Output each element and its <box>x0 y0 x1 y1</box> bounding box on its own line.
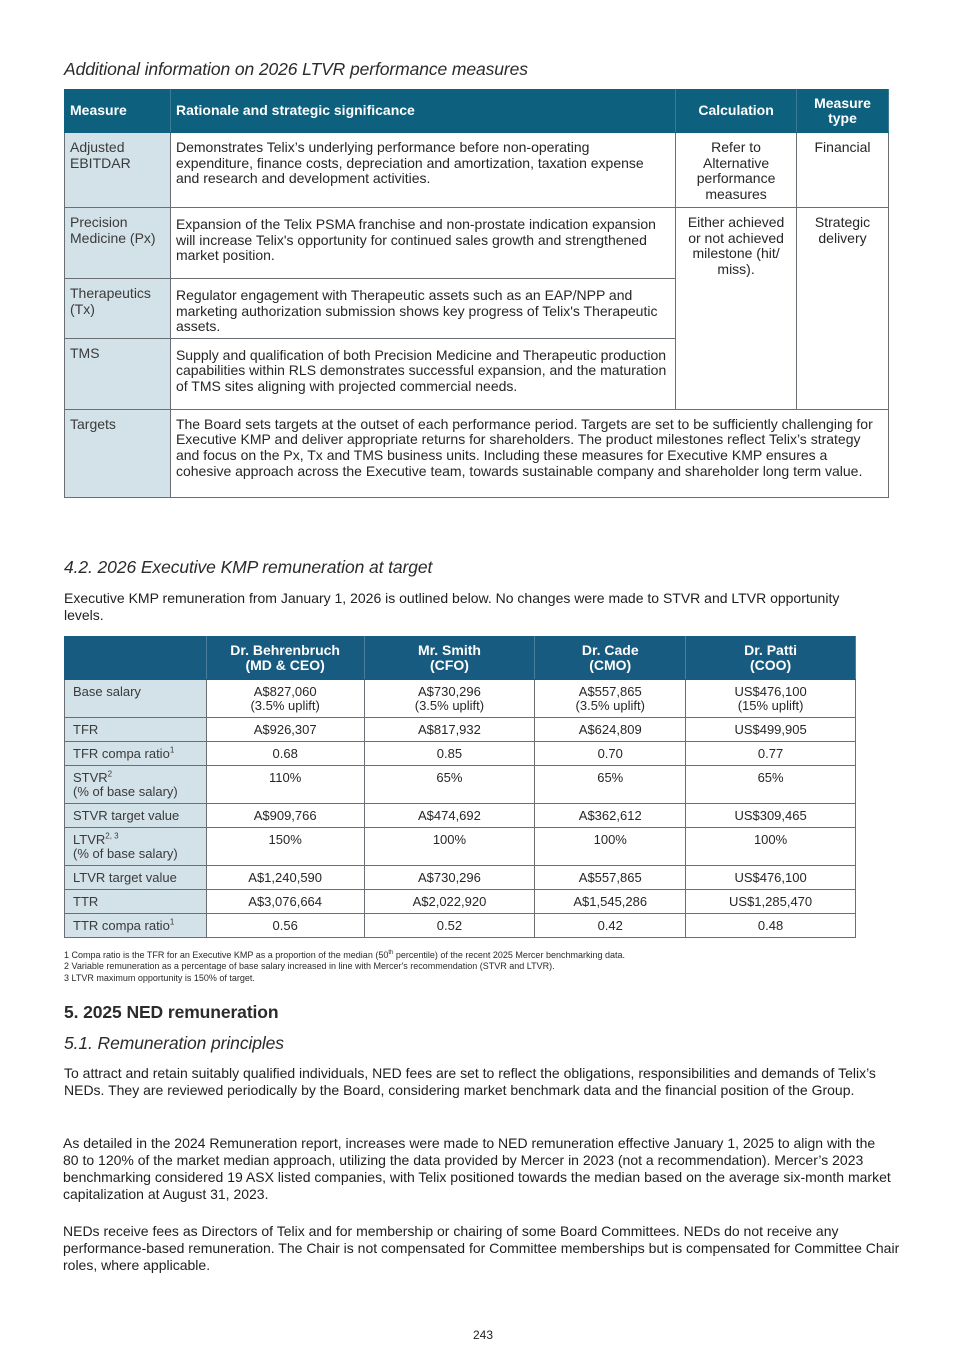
row-label-text: TTR compa ratio <box>73 918 170 933</box>
table-row <box>65 828 856 866</box>
executive-name: Mr. Smith <box>417 641 481 658</box>
value-text: US$476,100 <box>734 684 807 699</box>
footnote-ref: 2, 3 <box>105 831 119 841</box>
table-row <box>65 718 856 742</box>
executive-role: (CMO) <box>589 657 632 673</box>
row-label <box>65 804 207 828</box>
value-cell: A$624,809 <box>535 718 686 742</box>
table-row <box>65 804 856 828</box>
measure-type-cell: Strategic delivery <box>797 208 889 410</box>
kmp-table-header-row <box>65 637 856 680</box>
executive-role: (CFO) <box>430 657 469 673</box>
value-cell: US$499,905 <box>686 718 856 742</box>
footnote-ref: 1 <box>169 745 175 755</box>
table-row <box>65 680 856 718</box>
footnote-2 <box>64 961 625 972</box>
value-cell: 100% <box>535 828 686 866</box>
header-blank <box>65 637 207 680</box>
value-cell: A$926,307 <box>206 718 364 742</box>
calculation-cell: Refer to Alternative performance measures <box>676 133 797 208</box>
measure-cell: TMS <box>65 338 171 409</box>
ned-paragraph-3: NEDs receive fees as Directors of Telix and for membership or chairing of some Board Committees. NEDs do not receive any performance-based remuneration. The Chair is not compensated for Committee memberships but is compensated for Committee Chair roles, where applicable. <box>63 1223 900 1273</box>
value-cell: US$309,465 <box>686 804 856 828</box>
value-cell: A$2,022,920 <box>364 890 535 914</box>
value-cell: 100% <box>686 828 856 866</box>
footnote-text: 3 LTVR maximum opportunity is 150% of target. <box>64 972 255 983</box>
row-label <box>65 766 207 804</box>
header-executive <box>364 637 535 680</box>
row-label-subtext: (% of base salary) <box>73 784 178 799</box>
value-note: (15% uplift) <box>737 698 804 713</box>
footnote-ref: 1 <box>169 917 175 927</box>
ned-subheading: 5.1. Remuneration principles <box>64 1033 284 1053</box>
value-cell: 100% <box>364 828 535 866</box>
executive-role: (COO) <box>749 657 792 673</box>
row-label-text: LTVR target value <box>73 870 177 885</box>
table-row <box>65 866 856 890</box>
row-label <box>65 828 207 866</box>
row-label <box>65 914 207 938</box>
kmp-remuneration-table <box>64 636 856 938</box>
measure-cell: Adjusted EBITDAR <box>65 133 171 208</box>
footnote-1 <box>64 950 625 961</box>
table-row <box>65 208 889 279</box>
executive-role: (MD & CEO) <box>245 657 325 673</box>
footnote-text: percentile) of the recent 2025 Mercer benchmarking data. <box>393 950 625 960</box>
value-cell: 0.52 <box>364 914 535 938</box>
header-measure-type-line2: type <box>828 110 857 126</box>
row-label-text: TTR <box>73 894 99 909</box>
value-cell: A$817,932 <box>364 718 535 742</box>
value-cell: 65% <box>535 766 686 804</box>
kmp-heading: 4.2. 2026 Executive KMP remuneration at target <box>64 557 433 577</box>
value-cell: US$476,100 <box>686 866 856 890</box>
value-cell: 0.56 <box>206 914 364 938</box>
header-executive <box>206 637 364 680</box>
value-cell: 0.85 <box>364 742 535 766</box>
footnote-text: 1 Compa ratio is the TFR for an Executive KMP as a proportion of the median (50 <box>64 950 389 960</box>
value-cell: 65% <box>686 766 856 804</box>
table-row <box>65 409 889 497</box>
executive-name: Dr. Patti <box>744 641 798 658</box>
ltvr-measures-table <box>64 89 889 498</box>
measure-cell: Therapeutics (Tx) <box>65 279 171 339</box>
row-label <box>65 742 207 766</box>
row-label-text: TFR compa ratio <box>73 746 170 761</box>
value-cell <box>364 680 535 718</box>
row-label-text: STVR <box>73 770 108 785</box>
value-cell: A$362,612 <box>535 804 686 828</box>
value-cell: US$1,285,470 <box>686 890 856 914</box>
page-number: 243 <box>472 1328 494 1342</box>
header-executive <box>686 637 856 680</box>
header-executive <box>535 637 686 680</box>
footnote-text: 2 Variable remuneration as a percentage of base salary increased in line with Mercer's recommendation (STVR and LTVR). <box>64 961 555 972</box>
value-cell: A$730,296 <box>364 866 535 890</box>
value-note: (3.5% uplift) <box>250 698 320 713</box>
header-measure-type <box>797 90 889 133</box>
kmp-intro: Executive KMP remuneration from January 1, 2026 is outlined below. No changes were made to STVR and LTVR opportunity levels. <box>64 590 840 623</box>
executive-name: Dr. Behrenbruch <box>230 641 340 658</box>
value-cell: 110% <box>206 766 364 804</box>
calculation-cell: Either achieved or not achieved milestone (hit/ miss). <box>676 208 797 410</box>
rationale-cell: Supply and qualification of both Precision Medicine and Therapeutic production capabilities within RLS demonstrates successful expansion, and the maturation of TMS sites aligning with projected commercial needs. <box>170 338 675 409</box>
header-rationale: Rationale and strategic significance <box>170 90 675 133</box>
header-measure: Measure <box>65 90 171 133</box>
value-note: (3.5% uplift) <box>575 698 645 713</box>
footnote-ref: 2 <box>107 769 113 779</box>
value-cell: A$557,865 <box>535 866 686 890</box>
value-cell: 0.68 <box>206 742 364 766</box>
header-measure-type-line1: Measure <box>814 94 871 111</box>
value-text: A$827,060 <box>253 684 317 699</box>
table-row <box>65 890 856 914</box>
footnote-sup: th <box>388 950 394 956</box>
table-row <box>65 914 856 938</box>
value-cell <box>206 680 364 718</box>
row-label <box>65 718 207 742</box>
value-cell: A$1,545,286 <box>535 890 686 914</box>
row-label <box>65 680 207 718</box>
row-label-text: TFR <box>73 722 99 737</box>
row-label <box>65 866 207 890</box>
row-label-text: STVR target value <box>73 808 180 823</box>
row-label-subtext: (% of base salary) <box>73 846 178 861</box>
ltvr-heading: Additional information on 2026 LTVR performance measures <box>64 59 528 79</box>
measure-type-cell: Financial <box>797 133 889 208</box>
row-label-text: Base salary <box>73 684 141 699</box>
value-cell: A$474,692 <box>364 804 535 828</box>
ltvr-table-header-row <box>65 90 889 133</box>
ned-heading: 5. 2025 NED remuneration <box>64 1002 279 1022</box>
table-row <box>65 766 856 804</box>
rationale-cell: The Board sets targets at the outset of each performance period. Targets are set to be sufficiently challenging for Executive KMP and deliver appropriate returns for shareholders. The product milestones reflect Telix’s strategy and focus on the Px, Tx and TMS business units. Including these measures for Executive KMP ensures a cohesive approach across the Executive team, towards sustainable company and shareholder long term value. <box>170 409 888 497</box>
measure-cell: Precision Medicine (Px) <box>65 208 171 279</box>
value-cell: 0.70 <box>535 742 686 766</box>
rationale-cell: Regulator engagement with Therapeutic assets such as an EAP/NPP and marketing authorization submission shows key progress of Telix's Therapeutic assets. <box>170 279 675 339</box>
rationale-cell: Expansion of the Telix PSMA franchise and non-prostate indication expansion will increase Telix's opportunity for continued sales growth and strengthened market position. <box>170 208 675 279</box>
value-cell: 0.42 <box>535 914 686 938</box>
footnote-3 <box>64 973 625 984</box>
value-text: A$730,296 <box>417 684 481 699</box>
value-cell: 150% <box>206 828 364 866</box>
value-cell: A$1,240,590 <box>206 866 364 890</box>
header-calculation: Calculation <box>676 90 797 133</box>
row-label-text: LTVR <box>73 832 106 847</box>
executive-name: Dr. Cade <box>581 641 639 658</box>
value-cell: A$909,766 <box>206 804 364 828</box>
value-cell: 0.48 <box>686 914 856 938</box>
table-row <box>65 133 889 208</box>
value-cell: 65% <box>364 766 535 804</box>
ned-paragraph-1: To attract and retain suitably qualified individuals, NED fees are set to reflect the obligations, responsibilities and demands of Telix’s NEDs. They are reviewed periodically by the Board, considering market benchmark data and the financial position of the Group. <box>64 1065 876 1098</box>
ned-paragraph-2: As detailed in the 2024 Remuneration report, increases were made to NED remuneration effective January 1, 2025 to align with the 80 to 120% of the market median approach, utilizing the data provided by Mercer in 2023 (not a recommendation). Mercer’s 2023 benchmarking considered 19 ASX listed companies, with Telix positioned towards the median based on the average six-month market capitalization at August 31, 2023. <box>63 1135 891 1202</box>
table-row <box>65 742 856 766</box>
value-note: (3.5% uplift) <box>414 698 485 713</box>
row-label <box>65 890 207 914</box>
value-cell: A$3,076,664 <box>206 890 364 914</box>
value-cell <box>686 680 856 718</box>
measure-cell: Targets <box>65 409 171 497</box>
rationale-cell: Demonstrates Telix’s underlying performance before non-operating expenditure, finance costs, depreciation and amortization, taxation expense and research and development activities. <box>170 133 675 208</box>
value-cell <box>535 680 686 718</box>
value-text: A$557,865 <box>578 684 642 699</box>
table-footnotes <box>64 950 625 984</box>
value-cell: 0.77 <box>686 742 856 766</box>
